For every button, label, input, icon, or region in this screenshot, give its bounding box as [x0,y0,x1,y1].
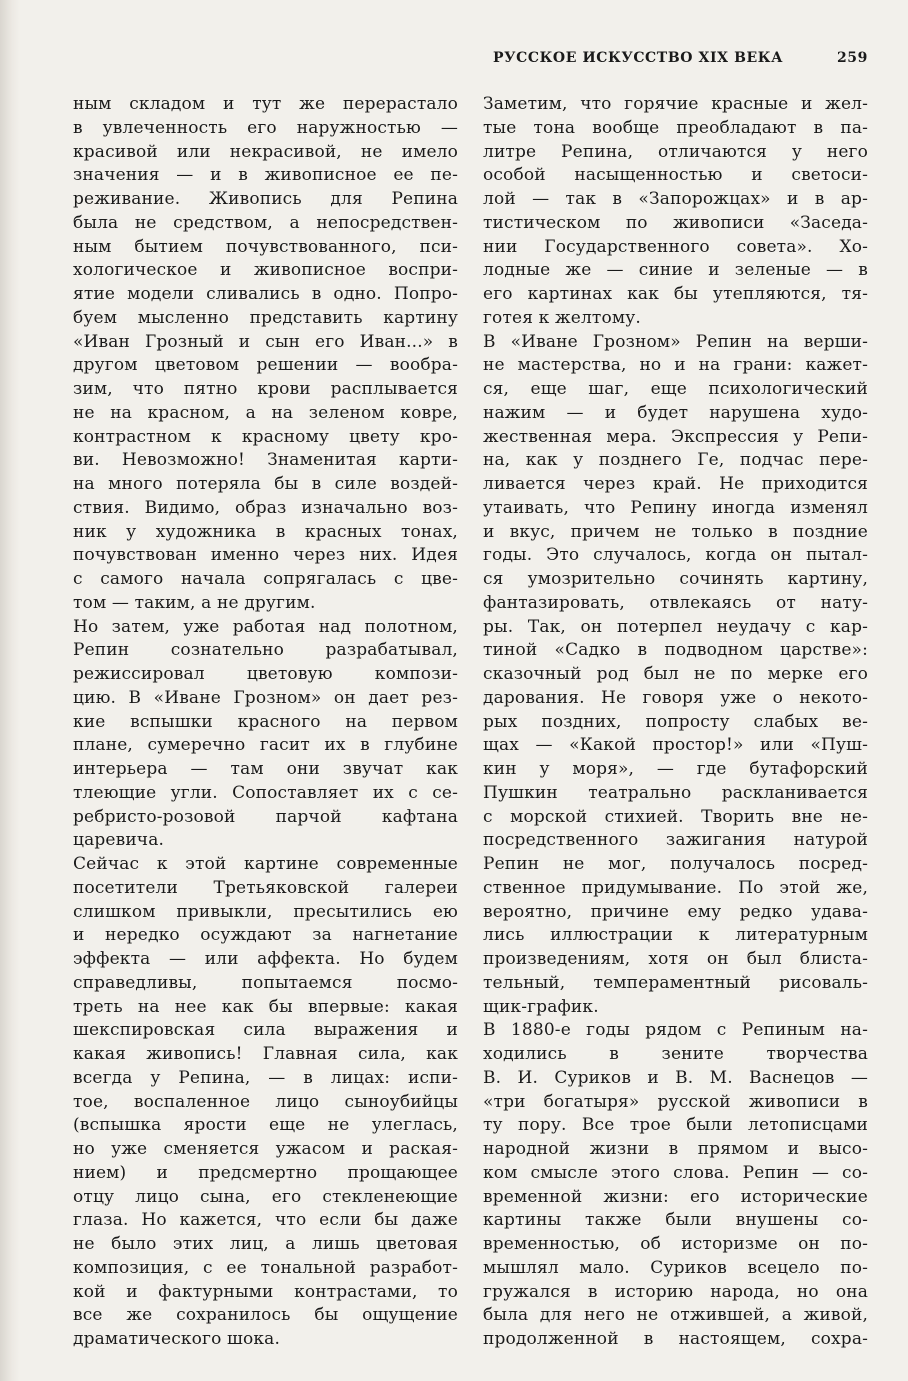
text-line: в увлеченность его наружностью — [73,117,458,138]
text-line: кин у моря», — где бутафорский [483,759,868,779]
text-line: глаза. Но кажется, что если бы даже [73,1210,458,1231]
text-line: его картинах как бы утепляются, тя- [483,284,868,304]
page-edge [0,0,20,1381]
text-line: тиной «Садко в подводном царстве»: [483,640,868,661]
text-line: все же сохранилось бы ощущение [73,1305,458,1326]
text-line: нием) и предсмертно прощающее [73,1162,458,1183]
text-line: «Иван Грозный и сын его Иван...» в [73,331,458,352]
text-line: вероятно, причине ему редко удава- [483,901,868,922]
text-line: Пушкин театрально раскланивается [483,782,868,803]
text-line: не было этих лиц, а лишь цветовая [73,1234,458,1254]
text-line: контрастном к красному цвету кро- [73,426,458,447]
text-line: ственное придумывание. По этой же, [483,877,868,898]
text-line: значения — и в живописное ее пе- [73,165,458,186]
text-line: ры. Так, он потерпел неудачу с кар- [483,616,868,637]
text-line: гружался в историю народа, но она [483,1281,868,1302]
text-line: картины также были внушены со- [483,1210,868,1231]
text-line: продолженной в настоящем, сохра- [483,1329,868,1349]
text-line: фантазировать, отвлекаясь от нату- [483,592,868,613]
text-line: ным складом и тут же перерастало [73,94,458,114]
text-column-left [73,93,458,1352]
text-line: рых поздних, попросту слабых ве- [483,711,868,732]
text-line: кой и фактурными контрастами, то [73,1281,458,1302]
text-line: ся умозрительно сочинять картину, [483,569,868,589]
text-line: В. И. Суриков и В. М. Васнецов — [483,1067,868,1088]
text-line: слишком привыкли, пресытились ею [73,901,458,922]
text-line: народной жизни в прямом и высо- [483,1139,868,1159]
text-line: (вспышка ярости еще не улеглась, [73,1115,458,1136]
text-line: на, как у позднего Ге, подчас пере- [483,450,868,471]
text-line: ту пору. Все трое были летописцами [483,1115,868,1136]
text-line: тельный, темпераментный рисоваль- [483,972,868,993]
text-line: нии Государственного совета». Хо- [483,236,868,257]
text-line: цию. В «Иване Грозном» он дает рез- [73,687,458,708]
text-line: интерьера — там они звучат как [73,759,458,779]
text-line: царевича. [73,830,165,851]
text-line: В «Иване Грозном» Репин на верши- [483,331,868,352]
text-line: нажим — и будет нарушена худо- [483,402,868,423]
text-line: но уже сменяется ужасом и раская- [73,1139,458,1159]
text-line: эффекта — или аффекта. Но будем [73,949,458,969]
text-line: сказочный род был не по мерке его [483,664,868,684]
text-line: произведениям, хотя он был блиста- [483,949,868,969]
text-line: и нередко осуждают за нагнетание [73,925,458,946]
text-line: утаивать, что Репину иногда изменял [483,497,868,518]
text-line: хологическое и живописное воспри- [73,260,458,281]
text-line: «три богатыря» русской живописи в [483,1091,868,1112]
text-line: была для него не отжившей, а живой, [483,1305,868,1326]
text-line: ливается через край. Не приходится [483,474,868,494]
text-line: посредственного зажигания натурой [483,830,868,851]
text-line: тое, воспаленное лицо сыноубийцы [73,1091,458,1112]
text-line: посетители Третьяковской галереи [73,877,458,898]
text-line: реживание. Живопись для Репина [73,189,458,209]
text-line: временной жизни: его исторические [483,1186,868,1207]
text-line: справедливы, попытаемся посмо- [73,972,458,993]
text-line: ятие модели сливались в одно. Попро- [73,284,458,304]
text-line: ходились в зените творчества [483,1044,868,1064]
text-line: тые тона вообще преобладают в па- [483,117,868,138]
text-line: шекспировская сила выражения и [73,1020,458,1041]
text-line: том — таким, а не другим. [73,592,316,613]
text-line: ствия. Видимо, образ изначально воз- [73,497,458,518]
text-line: почувствован именно через них. Идея [73,545,458,566]
text-line: зим, что пятно крови расплывается [73,379,458,399]
text-line: дарования. Не говоря уже о некото- [483,687,868,708]
text-line: всегда у Репина, — в лицах: испи- [73,1067,458,1088]
text-line: режиссировал цветовую компози- [73,664,458,684]
text-line: особой насыщенностью и светоси- [483,165,868,186]
text-line: Репин сознательно разрабатывал, [73,640,458,661]
text-line: Заметим, что горячие красные и жел- [483,94,868,114]
text-line: годы. Это случалось, когда он пытал- [483,545,868,566]
text-line: красивой или некрасивой, не имело [73,141,458,162]
text-line: готея к желтому. [483,307,641,328]
text-line: мышлял мало. Суриков всецело по- [483,1257,868,1278]
text-line: жественная мера. Экспрессия у Репи- [483,426,868,447]
text-line: щах — «Какой простор!» или «Пуш- [483,735,868,756]
text-line: ребристо-розовой парчой кафтана [73,806,458,827]
text-line: другом цветовом решении — вообра- [73,355,458,376]
text-line: щик-график. [483,996,599,1017]
text-line: В 1880-е годы рядом с Репиным на- [483,1020,868,1041]
text-line: ком смысле этого слова. Репин — со- [483,1162,868,1183]
text-line: композиция, с ее тональной разработ- [73,1257,458,1278]
page-number: 259 [836,50,868,66]
text-line: ным бытием почувствованного, пси- [73,236,458,257]
text-line: драматического шока. [73,1329,281,1349]
text-line: лодные же — синие и зеленые — в [483,260,868,281]
text-line: временностью, об историзме он по- [483,1234,868,1254]
text-line: на много потеряла бы в силе воздей- [73,474,458,494]
text-line: тистическом по живописи «Заседа- [483,212,868,233]
text-line: ся, еще шаг, еще психологический [483,379,868,399]
text-line: буем мысленно представить картину [73,307,458,328]
text-line: с морской стихией. Творить вне не- [483,806,868,827]
text-line: кие вспышки красного на первом [73,711,458,732]
text-line: с самого начала сопрягалась с цве- [73,569,458,589]
text-line: и вкус, причем не только в поздние [483,521,868,542]
text-line: была не средством, а непосредствен- [73,212,458,233]
text-line: тлеющие угли. Сопоставляет их с се- [73,782,458,803]
text-line: не мастерства, но и на грани: кажет- [483,355,868,376]
text-column-right [483,93,868,1352]
text-line: какая живопись! Главная сила, как [73,1044,458,1064]
running-title: РУССКОЕ ИСКУССТВО XIX ВЕКА [493,50,784,66]
text-line: не на красном, а на зеленом ковре, [73,402,458,423]
text-line: плане, сумеречно гасит их в глубине [73,735,458,756]
text-line: ник у художника в красных тонах, [73,521,458,542]
text-line: треть на нее как бы впервые: какая [73,996,458,1017]
text-line: Репин не мог, получалось посред- [483,854,868,874]
text-line: Но затем, уже работая над полотном, [73,616,458,637]
text-line: лой — так в «Запорожцах» и в ар- [483,189,868,209]
text-line: лись иллюстрации к литературным [483,925,868,946]
running-head [493,50,868,66]
text-line: Сейчас к этой картине современные [73,854,458,874]
text-line: ви. Невозможно! Знаменитая карти- [73,450,458,471]
text-line: литре Репина, отличаются у него [483,141,868,162]
text-line: отцу лицо сына, его стекленеющие [73,1186,458,1207]
